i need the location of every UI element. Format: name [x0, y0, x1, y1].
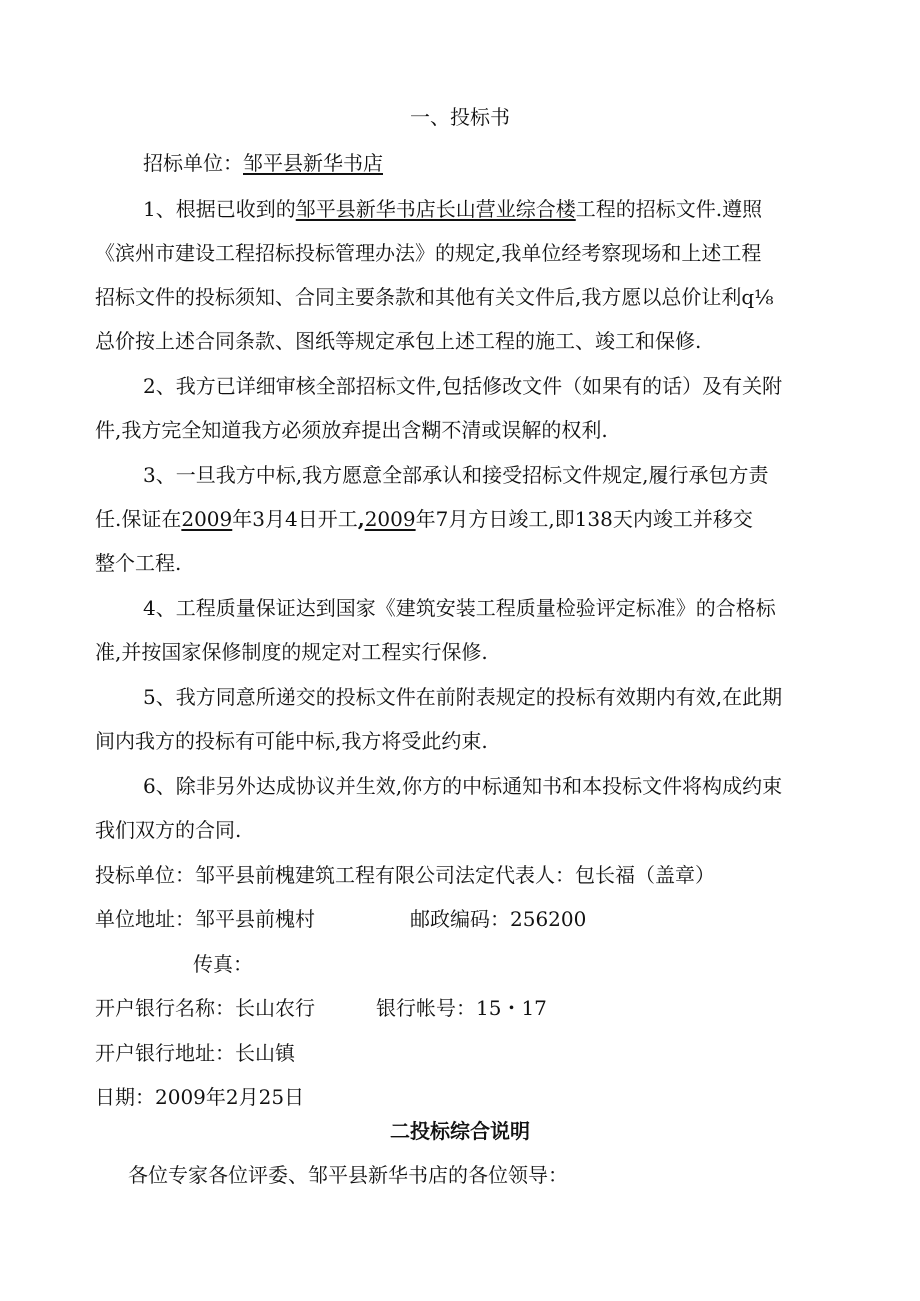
paragraph-3-line-1: 3、一旦我方中标,我方愿意全部承认和接受招标文件规定,履行承包方责	[143, 463, 769, 487]
paragraph-2-line-2: 件,我方完全知道我方必须放弃提出含糊不清或误解的权利.	[95, 418, 608, 442]
paragraph-4-line-1: 4、工程质量保证达到国家《建筑安装工程质量检验评定标准》的合格标	[143, 596, 776, 620]
bidder-line: 投标单位：邹平县前槐建筑工程有限公司法定代表人：包长福（盖章）	[95, 863, 715, 887]
p3-text-d: 年7月方日竣工,即138天内竣工并移交	[415, 507, 753, 531]
project-name: 邹平县新华书店长山营业综合楼	[295, 197, 576, 221]
recipient-label: 招标单位：	[143, 151, 243, 175]
paragraph-3-line-2	[95, 506, 753, 532]
paragraph-1-line-2: 《滨州市建设工程招标投标管理办法》的规定,我单位经考察现场和上述工程	[95, 241, 762, 265]
section-title-bid-letter: 一、投标书	[410, 105, 510, 129]
date-line: 日期：2009年2月25日	[95, 1085, 305, 1109]
fax-line: 传真：	[193, 952, 253, 976]
paragraph-1-line-1	[143, 196, 762, 222]
paragraph-1-line-3: 招标文件的投标须知、合同主要条款和其他有关文件后,我方愿以总价让利q⅛	[95, 285, 774, 309]
paragraph-2-line-1: 2、我方已详细审核全部招标文件,包括修改文件（如果有的话）及有关附	[143, 374, 783, 398]
start-year: 2009	[181, 507, 233, 531]
p1-text-c: 工程的招标文件.遵照	[575, 197, 763, 221]
bank-address-line: 开户银行地址：长山镇	[95, 1041, 295, 1065]
paragraph-5-line-2: 间内我方的投标有可能中标,我方将受此约束.	[95, 729, 488, 753]
section-title-summary: 二投标综合说明	[390, 1119, 530, 1143]
paragraph-4-line-2: 准,并按国家保修制度的规定对工程实行保修.	[95, 640, 488, 664]
p3-comma: ,	[357, 507, 365, 531]
paragraph-3-line-3: 整个工程.	[95, 551, 182, 575]
p1-text-a: 1、根据已收到的	[143, 197, 296, 221]
greeting-line: 各位专家各位评委、邹平县新华书店的各位领导：	[128, 1163, 568, 1187]
bank-account-line: 银行帐号：15・17	[376, 996, 547, 1020]
recipient-name: 邹平县新华书店	[243, 151, 383, 175]
end-year: 2009	[364, 507, 416, 531]
p3-text-b: 年3月4日开工	[232, 507, 358, 531]
postcode-line: 邮政编码：256200	[410, 907, 587, 931]
paragraph-6-line-2: 我们双方的合同.	[95, 818, 242, 842]
p3-text-a: 任.保证在	[95, 507, 182, 531]
paragraph-1-line-4: 总价按上述合同条款、图纸等规定承包上述工程的施工、竣工和保修.	[95, 329, 702, 353]
recipient-line	[143, 150, 383, 176]
address-line: 单位地址：邹平县前槐村	[95, 907, 315, 931]
paragraph-5-line-1: 5、我方同意所递交的投标文件在前附表规定的投标有效期内有效,在此期	[143, 685, 783, 709]
paragraph-6-line-1: 6、除非另外达成协议并生效,你方的中标通知书和本投标文件将构成约束	[143, 774, 783, 798]
bank-name-line: 开户银行名称：长山农行	[95, 996, 315, 1020]
